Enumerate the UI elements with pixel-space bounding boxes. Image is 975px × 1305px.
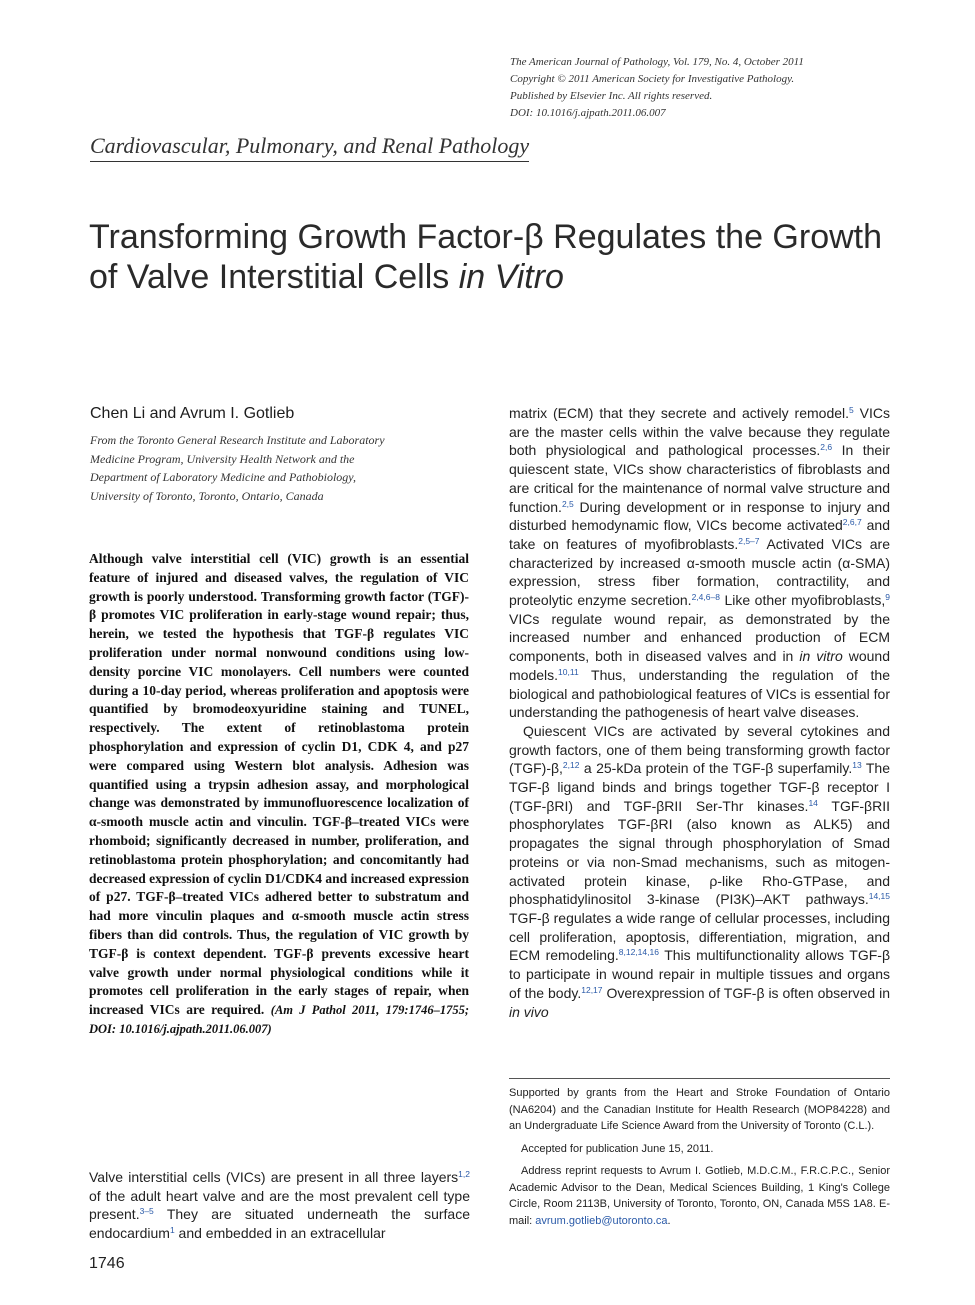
accepted-note: Accepted for publication June 15, 2011. xyxy=(521,1142,714,1155)
abstract-text: Although valve interstitial cell (VIC) growth is an essential feature of injured and diseased valves, the regulation of VIC growth is poorly understood. Transforming growth factor (TGF)-β promotes VIC proliferation in early-stage wound repair; thus, herein, we tested the hypothesis that TGF-β regulates VIC proliferation under normal nonwound conditions using low-density porcine VIC monolayers. Cell numbers were counted during a 10-day period, whereas proliferation and apoptosis were quantified by bromodeoxyuridine staining and TUNEL, respectively. The extent of retinoblastoma protein phosphorylation and expression of cyclin D1, CDK 4, and p27 were compared using Western blot analysis. Adhesion was quantified using a trypsin adhesion assay, and morphological change was demonstrated by immunofluorescence localization of α-smooth muscle actin and vinculin. TGF-β–treated VICs were rhomboid; significantly decreased in number, proliferation, and retinoblastoma protein phosphorylation; and concomitantly had decreased expression of cyclin D1/CDK4 and increased expression of p27. TGF-β–treated VICs adhered better to substratum and had more vinculin plaques and α-smooth muscle actin stress fibers than did controls. Thus, the regulation of VIC growth by TGF-β is context dependent. TGF-β prevents excessive heart valve growth under normal physiological conditions while it promotes cell proliferation in the early stages of repair, when increased VICs are required. xyxy=(89,551,469,1018)
reprint-note xyxy=(509,1163,890,1229)
text-run: TGF-βRII phosphorylates TGF-βRI (also known as ALK5) and propagates the signal through phosphorylation of Smad proteins or via non-Smad mechanisms, such as mitogen-activated protein kinase, ρ-like Rho-GTPase, and phosphatidylinositol 3-kinase (PI3K)–AKT pathways. xyxy=(509,797,890,908)
left-column-body xyxy=(89,1168,470,1243)
journal-citation-header xyxy=(510,54,950,122)
copyright-line: Copyright © 2011 American Society for Investigative Pathology. xyxy=(510,73,795,85)
text-run: During development or in response to injury and disturbed hemodynamic flow, VICs become activated xyxy=(509,498,890,534)
citation-ref[interactable]: 14,15 xyxy=(868,891,890,902)
citation-ref[interactable]: 2,5–7 xyxy=(738,535,760,546)
author-list: Chen Li and Avrum I. Gotlieb xyxy=(90,405,295,422)
affiliation-line: From the Toronto General Research Institute and Laboratory xyxy=(90,433,385,447)
text-run: a 25-kDa protein of the TGF-β superfamily. xyxy=(579,760,853,777)
text-run: VICs are the master cells within the valve because they regulate both physiological and pathological processes. xyxy=(509,405,890,459)
text-run: Quiescent VICs are activated by several cytokines and growth factors, one of them being transforming growth factor (TGF)-β, xyxy=(509,722,890,777)
text-run: Like other myofibroblasts, xyxy=(719,592,886,609)
article-title-italic: in Vitro xyxy=(458,258,564,296)
affiliation xyxy=(90,431,480,506)
abstract xyxy=(89,550,469,1039)
citation-ref[interactable]: 8,12,14,16 xyxy=(618,947,659,958)
citation-ref[interactable]: 12,17 xyxy=(581,984,603,995)
italic-term: in vitro xyxy=(799,648,843,665)
text-run: and take on features of myofibroblasts. xyxy=(509,517,890,552)
citation-ref[interactable]: 2,6 xyxy=(820,442,833,453)
doi-line: DOI: 10.1016/j.ajpath.2011.06.007 xyxy=(510,107,666,119)
text-run: matrix (ECM) that they secrete and actively remodel. xyxy=(509,405,850,421)
text-run: Overexpression of TGF-β is often observed in xyxy=(602,984,890,1001)
text-run: Activated VICs are characterized by increased α-smooth muscle actin (α-SMA) expression, stress fiber formation, contractility, and proteolytic enzyme secretion. xyxy=(509,535,890,609)
section-title: Cardiovascular, Pulmonary, and Renal Pathology xyxy=(90,131,529,162)
text-run: In their quiescent state, VICs show characteristics of fibroblasts and are critical for the maintenance of normal valve structure and function. xyxy=(509,442,890,515)
article-title xyxy=(89,217,909,297)
body-paragraph-2 xyxy=(509,722,890,1021)
citation-ref[interactable]: 5 xyxy=(849,405,854,415)
text-run: They are situated underneath the surface endocardium xyxy=(89,1206,470,1242)
page-number: 1746 xyxy=(89,1255,125,1272)
text-run: and embedded in an extracellular xyxy=(174,1225,386,1242)
reprint-text: Address reprint requests to Avrum I. Gotlieb, M.D.C.M., F.R.C.P.C., Senior Academic Advisor to the Dean, Medical Sciences Building, 1 King's College Circle, Room 2113B, University of Toronto, Toronto, ON, Canada M5S 1A8. E-mail: xyxy=(509,1165,890,1227)
citation-ref[interactable]: 1 xyxy=(169,1225,175,1236)
publisher-line: Published by Elsevier Inc. All rights reserved. xyxy=(510,90,713,102)
reprint-end: . xyxy=(667,1214,671,1227)
email-link[interactable]: avrum.gotlieb@utoronto.ca xyxy=(535,1214,668,1227)
text-run: Thus, understanding the regulation of the biological and pathobiological features of VICs is essential for understanding the pathogenesis of heart valve diseases. xyxy=(509,666,890,721)
italic-term: in vivo xyxy=(509,1003,549,1020)
affiliation-line: Department of Laboratory Medicine and Pathobiology, xyxy=(90,470,356,485)
citation-ref[interactable]: 14 xyxy=(808,797,818,808)
text-run: This multifunctionality allows TGF-β to participate in wound repair in multiple tissues and organs of the body. xyxy=(509,947,890,1001)
text-run: of the adult heart valve and are the most prevalent cell type present. xyxy=(89,1187,470,1223)
abstract-citation: (Am J Pathol 2011, 179:1746–1755; DOI: 10.1016/j.ajpath.2011.06.007) xyxy=(89,1003,469,1036)
citation-ref[interactable]: 10,11 xyxy=(558,666,579,677)
affiliation-line: Medicine Program, University Health Network and the xyxy=(90,451,355,466)
funding-note: Supported by grants from the Heart and Stroke Foundation of Ontario (NA6204) and the Canadian Institute for Health Research (MOP84228) and an Undergraduate Life Science Award from the University of Toronto (C.L.). xyxy=(509,1087,890,1132)
text-run: Valve interstitial cells (VICs) are present in all three layers xyxy=(89,1169,459,1185)
citation-ref[interactable]: 9 xyxy=(885,592,890,603)
citation-ref[interactable]: 3–5 xyxy=(139,1206,154,1217)
text-run: The TGF-β ligand binds and brings together TGF-β receptor I (TGF-βRI) and TGF-βRII Ser-Thr kinases. xyxy=(509,760,890,814)
body-paragraph-1 xyxy=(509,404,890,722)
text-run: TGF-β regulates a wide range of cellular processes, including cell proliferation, apoptosis, differentiation, migration, and ECM remodeling. xyxy=(509,909,890,964)
footnotes xyxy=(509,1078,890,1235)
text-run: wound models. xyxy=(509,648,891,683)
citation-ref[interactable]: 2,6,7 xyxy=(842,517,862,528)
citation-ref[interactable]: 2,4,6–8 xyxy=(691,592,720,603)
right-column-body xyxy=(509,404,890,1021)
affiliation-line: University of Toronto, Toronto, Ontario, Canada xyxy=(90,489,324,504)
intro-paragraph xyxy=(89,1168,470,1243)
citation-ref[interactable]: 2,5 xyxy=(561,498,574,509)
journal-volume-line: The American Journal of Pathology, Vol. 179, No. 4, October 2011 xyxy=(510,56,804,68)
text-run: VICs regulate wound repair, as demonstrated by the increased number and enhanced production of ECM components, both in diseased valves and in xyxy=(509,610,890,665)
article-title-main: Transforming Growth Factor-β Regulates the Growth of Valve Interstitial Cells xyxy=(89,218,883,296)
citation-ref[interactable]: 1,2 xyxy=(458,1169,470,1179)
citation-ref[interactable]: 2,12 xyxy=(562,760,580,771)
citation-ref[interactable]: 13 xyxy=(852,760,862,771)
